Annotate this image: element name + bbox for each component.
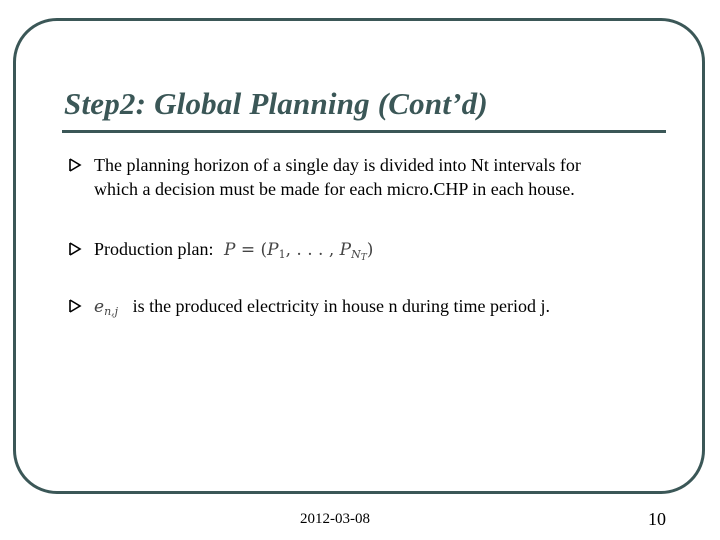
bullet-line: The planning horizon of a single day is divided into Nt intervals for	[94, 155, 581, 175]
arrow-bullet-icon	[68, 294, 82, 318]
bullet-text	[94, 237, 373, 270]
slide-title: Step2: Global Planning (Cont’d)	[64, 86, 488, 121]
production-plan-label: Production plan:	[94, 239, 214, 259]
page-number: 10	[648, 509, 666, 529]
electricity-description: is the produced electricity in house n during time period j.	[132, 296, 550, 316]
footer-date: 2012-03-08	[300, 511, 370, 527]
production-plan-formula: $P = (P_1$, . . . , $P_{N_T}$)	[224, 240, 374, 263]
bullet-line: which a decision must be made for each micro.CHP in each house.	[94, 179, 575, 199]
title-underline	[62, 130, 666, 133]
arrow-bullet-icon	[68, 153, 82, 177]
electricity-variable: $e_{n,j}$	[94, 297, 119, 318]
arrow-bullet-icon	[68, 237, 82, 261]
bullet-text	[94, 153, 581, 201]
bullet-text	[94, 294, 550, 324]
